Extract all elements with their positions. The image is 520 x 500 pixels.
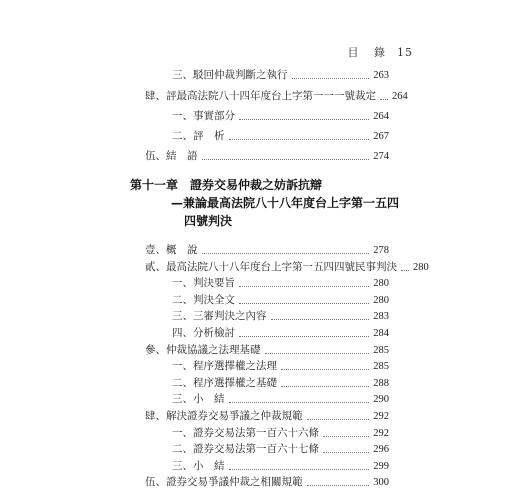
chapter-subtitle-line-1: —兼論最高法院八十八年度台上字第一五四 [171,196,400,210]
toc-entry [172,390,389,406]
toc-dot-leader [239,303,369,304]
toc-entry-page: 283 [373,311,389,323]
toc-entry-label: 肆、解決證券交易爭議之仲裁規範 [145,410,303,422]
toc-dot-leader [323,452,369,453]
toc-entry-label: 三、小 結 [172,393,225,406]
toc-entry-page: 296 [373,444,389,456]
toc-entry-page: 264 [373,111,389,122]
chapter-heading [130,176,322,193]
toc-entry-label: 一、判決要旨 [172,277,235,290]
toc-entry-label: 三、小 結 [172,459,225,472]
toc-entry [172,374,389,390]
toc-entry-page: 280 [373,294,389,306]
toc-entry [172,66,389,82]
toc-entry [172,107,389,123]
toc-dot-leader [202,253,370,254]
toc-dot-leader [229,139,370,140]
toc-entry-label: 一、證券交易法第一百六十六條 [172,426,319,439]
toc-entry-label: 四、分析檢討 [172,327,235,339]
toc-entry [172,424,389,440]
toc-entry-page: 284 [373,328,389,339]
toc-entry [172,324,389,340]
toc-entry [145,473,389,489]
toc-entry [172,291,389,307]
toc-entry [145,87,408,103]
toc-entry-label: 壹、概 說 [145,244,198,256]
toc-dot-leader [239,336,369,337]
toc-dot-leader [307,485,370,486]
toc-dot-leader [380,99,388,100]
toc-dot-leader [239,286,369,287]
toc-entry-label: 二、判決全文 [172,293,235,306]
toc-dot-leader [229,402,370,403]
toc-entry-label: 二、程序選擇權之基礎 [172,376,277,389]
toc-entry [145,258,429,274]
toc-entry-page: 285 [373,361,389,373]
toc-entry-label: 三、三審判決之內容 [172,310,267,323]
toc-entry [172,274,389,290]
toc-entry-page: 292 [373,411,389,422]
toc-entry-page: 264 [392,91,408,102]
chapter-title: 證券交易仲裁之妨訴抗辯 [190,178,323,192]
running-header-title: 目 錄 [347,46,391,59]
toc-dot-leader [265,353,370,354]
toc-dot-leader [239,119,369,120]
toc-entry-page: 278 [373,245,389,256]
chapter-subtitle-line-2: 四號判決 [184,214,233,228]
chapter-number: 第十一章 [130,178,179,192]
toc-dot-leader [401,270,409,271]
toc-entry-label: 一、程序選擇權之法理 [172,360,277,373]
toc-dot-leader [229,469,370,470]
toc-entry-page: 263 [373,70,389,81]
toc-entry-page: 290 [373,394,389,406]
toc-entry-page: 285 [373,344,389,356]
toc-entry [145,407,389,423]
toc-entry-label: 三、駁回仲裁判斷之執行 [172,69,288,81]
toc-entry [145,147,389,163]
toc-entry-label: 二、證券交易法第一百六十七條 [172,443,319,456]
running-header-page-number: 15 [397,46,413,59]
toc-entry-page: 299 [373,460,389,472]
toc-entry-label: 伍、結 語 [145,150,198,162]
toc-entry-label: 肆、評最高法院八十四年度台上字第一一一號裁定 [145,90,376,102]
toc-entry-page: 274 [373,151,389,162]
toc-entry-page: 267 [373,131,389,142]
toc-entry-page: 280 [413,261,429,273]
toc-entry-label: 伍、證券交易爭議仲裁之相關規範 [145,476,303,489]
toc-dot-leader [323,436,369,437]
toc-dot-leader [202,159,370,160]
toc-entry [172,440,389,456]
toc-entry-label: 參、仲裁協議之法理基礎 [145,343,261,356]
toc-dot-leader [292,78,370,79]
toc-entry [172,457,389,473]
toc-entry-page: 288 [373,377,389,389]
toc-entry [172,357,389,373]
toc-entry-label: 一、事實部分 [172,110,235,122]
running-header [318,44,413,60]
toc-dot-leader [281,386,369,387]
toc-entry-page: 300 [373,477,389,489]
toc-entry-label: 二、評 析 [172,130,225,142]
toc-dot-leader [271,319,370,320]
toc-entry-page: 280 [373,278,389,290]
toc-dot-leader [281,369,369,370]
toc-entry-page: 292 [373,427,389,439]
toc-dot-leader [307,419,370,420]
toc-entry [145,341,389,357]
toc-entry [172,307,389,323]
toc-entry [145,241,389,257]
toc-entry-label: 貳、最高法院八十八年度台上字第一五四四號民事判決 [145,260,397,273]
toc-entry [172,127,389,143]
